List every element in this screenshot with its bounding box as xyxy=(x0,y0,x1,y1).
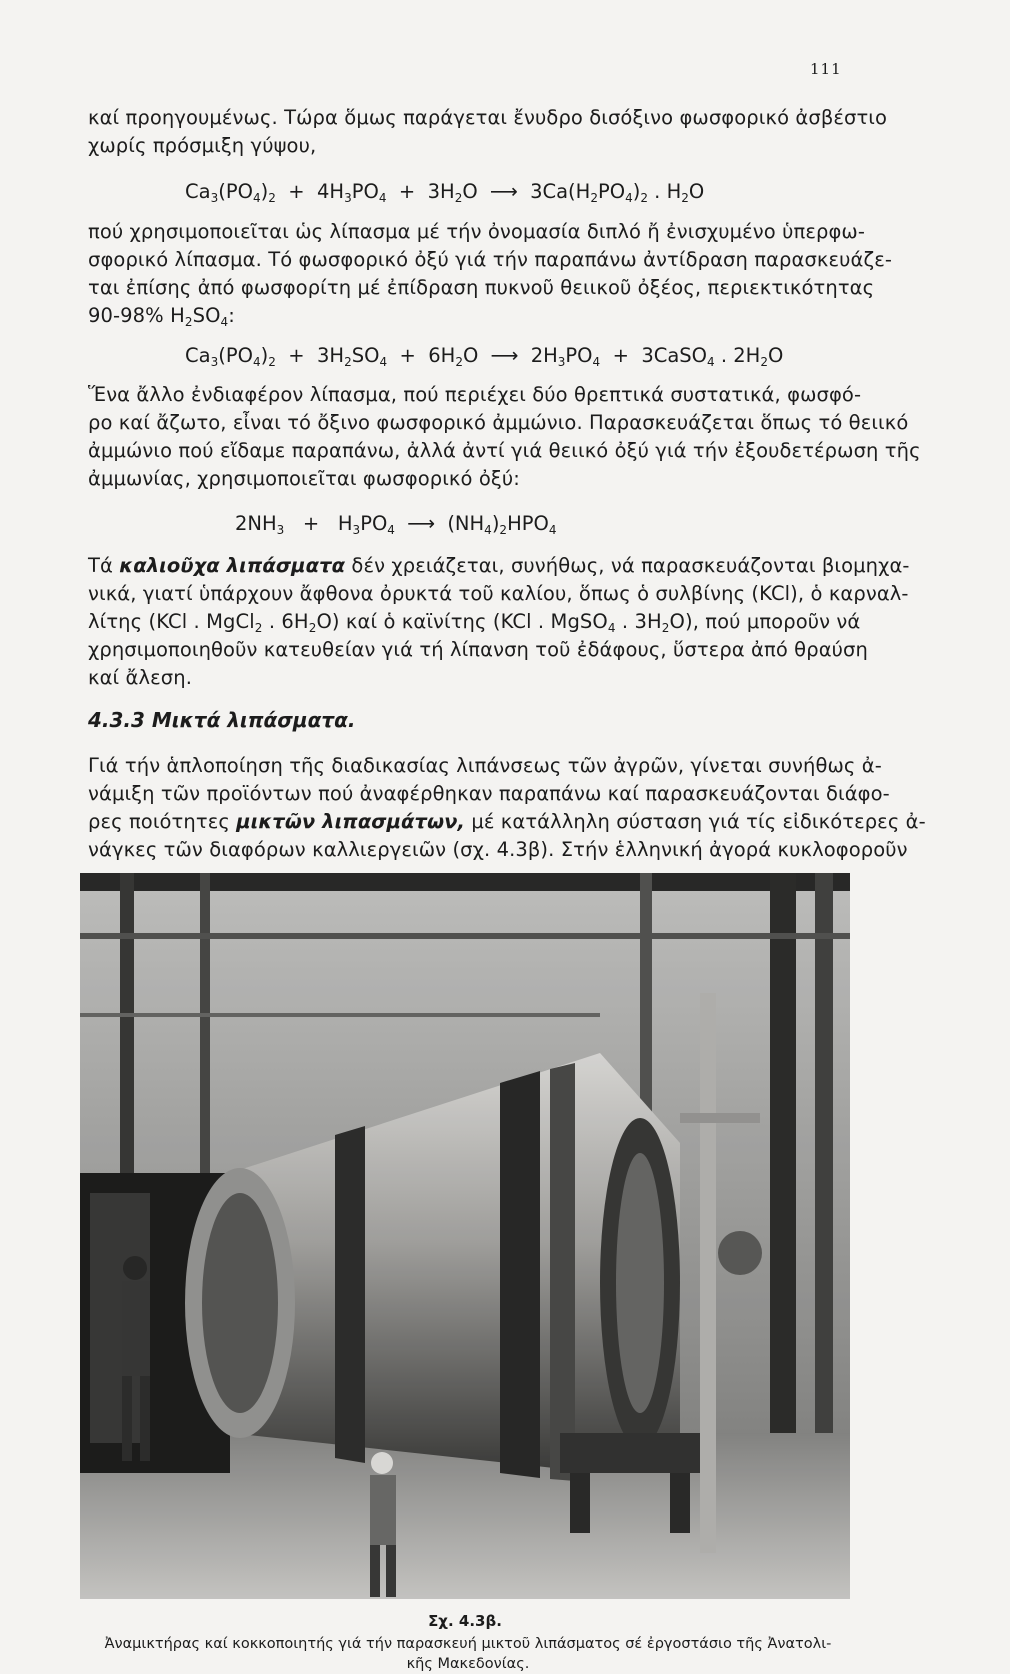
eq-dot: . xyxy=(720,344,728,367)
text-line: νάμιξη τῶν προϊόντων πού ἀναφέρθηκαν παραπάνω καί παρασκευάζονται διάφο- xyxy=(88,782,890,805)
eq-term: PO xyxy=(351,180,379,203)
text-line: ἀμμώνιο πού εἴδαμε παραπάνω, ἀλλά ἀντί γιά θειικό ὀξύ γιά τήν ἐξουδετέρωση τῆς xyxy=(88,439,921,462)
eq-term: O xyxy=(462,344,479,367)
eq-term: 3H xyxy=(316,344,345,367)
section-heading: 4.3.3 Μικτά λιπάσματα. xyxy=(88,708,356,732)
text-line xyxy=(88,552,910,580)
figure-label: Σχ. 4.3β. xyxy=(428,1612,502,1630)
text-line: Γιά τήν ἁπλοποίηση τῆς διαδικασίας λιπάνσεως τῶν ἀγρῶν, γίνεται συνήθως ἀ- xyxy=(88,754,882,777)
eq-term: 6H xyxy=(428,344,456,367)
eq-subscript: 2 xyxy=(681,191,689,205)
text-line xyxy=(88,808,926,836)
text-line: νικά, γιατί ὑπάρχουν ἄφθονα ὀρυκτά τοῦ καλίου, ὅπως ὁ συλβίνης (KCl), ὁ καρναλ- xyxy=(88,582,909,605)
text-line: Ἕνα ἄλλο ἐνδιαφέρον λίπασμα, πού περιέχει δύο θρεπτικά συστατικά, φωσφό- xyxy=(88,383,862,406)
eq-term: (PO xyxy=(218,344,253,367)
eq-term: PO xyxy=(360,512,388,535)
eq-term: 2H xyxy=(530,344,558,367)
eq-plus: + xyxy=(302,512,320,535)
subscript: 2 xyxy=(184,315,193,329)
eq-term: 2H xyxy=(733,344,761,367)
eq-term: SO xyxy=(351,344,380,367)
eq-subscript: 2 xyxy=(454,191,463,205)
text-run: δέν χρειάζεται, συνήθως, νά παρασκευάζονται βιομηχα- xyxy=(345,554,910,577)
eq-term: (PO xyxy=(218,180,253,203)
eq-term: 3H xyxy=(427,180,455,203)
text-line xyxy=(88,302,848,330)
eq-subscript: 4 xyxy=(252,355,261,369)
eq-subscript: 2 xyxy=(268,355,276,369)
paragraph-1 xyxy=(88,104,888,160)
eq-term: PO xyxy=(565,344,593,367)
text-line: ται ἐπίσης ἀπό φωσφορίτη μέ ἐπίδραση πυκνοῦ θειικοῦ ὀξέος, περιεκτικότητας xyxy=(88,276,875,299)
eq-dot: . xyxy=(654,180,661,203)
figure-caption xyxy=(88,1634,848,1674)
eq-term: ) xyxy=(260,180,269,203)
equation-3 xyxy=(235,512,556,535)
eq-subscript: 2 xyxy=(760,355,768,369)
eq-subscript: 2 xyxy=(640,191,648,205)
paragraph-4 xyxy=(88,552,910,692)
eq-term: O xyxy=(688,180,705,203)
eq-subscript: 3 xyxy=(210,355,219,369)
caption-line: κῆς Μακεδονίας. xyxy=(406,1656,530,1672)
eq-term: O xyxy=(462,180,478,203)
emphasis-term: μικτῶν λιπασμάτων, xyxy=(236,810,466,833)
subscript: 2 xyxy=(308,621,317,635)
text-line: ἀμμωνίας, χρησιμοποιεῖται φωσφορικό ὀξύ: xyxy=(88,467,520,490)
eq-subscript: 4 xyxy=(484,523,492,537)
eq-subscript: 2 xyxy=(455,355,463,369)
eq-plus: + xyxy=(612,344,629,367)
eq-term: 3CaSO xyxy=(641,344,708,367)
factory-mixer-photo xyxy=(80,873,850,1599)
eq-plus: + xyxy=(398,180,416,203)
subscript: 2 xyxy=(661,621,670,635)
text-line: ρο καί ἄζωτο, εἶναι τό ὄξινο φωσφορικό ἀμμώνιο. Παρασκευάζεται ὅπως τό θειικό xyxy=(88,411,909,434)
text-run: μέ κατάλληλη σύσταση γιά τίς εἰδικότερες ἀ- xyxy=(465,810,926,833)
text-line xyxy=(88,608,861,636)
eq-subscript: 2 xyxy=(590,191,598,205)
eq-term: H xyxy=(666,180,682,203)
text-run: . 3H xyxy=(615,610,662,633)
eq-subscript: 3 xyxy=(276,523,285,537)
eq-subscript: 3 xyxy=(352,523,361,537)
text-line: χωρίς πρόσμιξη γύψου, xyxy=(88,134,317,157)
text-line: νάγκες τῶν διαφόρων καλλιεργειῶν (σχ. 4.3β). Στήν ἑλληνική ἀγορά κυκλοφοροῦν xyxy=(88,838,908,861)
reaction-arrow-icon: ⟶ xyxy=(489,180,518,203)
subscript: 4 xyxy=(607,621,616,635)
text-run: : xyxy=(228,304,235,327)
eq-term: ) xyxy=(632,180,641,203)
caption-line: Ἀναμικτήρας καί κοκκοποιητής γιά τήν παρασκευή μικτοῦ λιπάσματος σέ ἐργοστάσιο τῆς Ἀνατολι- xyxy=(104,1636,832,1652)
eq-subscript: 4 xyxy=(707,355,715,369)
eq-term: H xyxy=(337,512,353,535)
eq-term: PO xyxy=(597,180,626,203)
reaction-arrow-icon: ⟶ xyxy=(490,344,519,367)
eq-plus: + xyxy=(288,180,305,203)
text-line: πού χρησιμοποιεῖται ὡς λίπασμα μέ τήν ὀνομασία διπλό ἤ ἐνισχυμένο ὑπερφω- xyxy=(88,220,865,243)
text-line: καί προηγουμένως. Τώρα ὅμως παράγεται ἔνυδρο δισόξινο φωσφορικό ἀσβέστιο xyxy=(88,106,888,129)
eq-term: Ca xyxy=(185,180,211,203)
eq-term: HPO xyxy=(507,512,549,535)
paragraph-3 xyxy=(88,381,921,493)
eq-subscript: 4 xyxy=(387,523,395,537)
eq-term: O xyxy=(767,344,784,367)
eq-subscript: 4 xyxy=(378,191,387,205)
eq-subscript: 3 xyxy=(210,191,219,205)
eq-term: 2NH xyxy=(235,512,277,535)
subscript: 4 xyxy=(220,315,229,329)
text-run: 90-98% H xyxy=(88,304,185,327)
eq-term: 3Ca(H xyxy=(530,180,591,203)
eq-subscript: 3 xyxy=(557,355,566,369)
eq-plus: + xyxy=(288,344,305,367)
emphasis-term: καλιοῦχα λιπάσματα xyxy=(119,554,346,577)
eq-subscript: 4 xyxy=(625,191,633,205)
eq-subscript: 2 xyxy=(499,523,508,537)
eq-term: Ca xyxy=(185,344,211,367)
eq-term: ) xyxy=(491,512,500,535)
paragraph-5 xyxy=(88,752,926,864)
text-run: . 6H xyxy=(262,610,309,633)
text-line: χρησιμοποιηθοῦν κατευθείαν γιά τή λίπανση τοῦ ἐδάφους, ὕστερα ἀπό θραύση xyxy=(88,638,868,661)
text-run: ρες ποιότητες xyxy=(88,810,237,833)
page-number: 111 xyxy=(810,60,842,78)
text-run: SO xyxy=(192,304,221,327)
eq-subscript: 4 xyxy=(379,355,388,369)
equation-2 xyxy=(185,344,783,367)
eq-term: ) xyxy=(260,344,269,367)
text-line: καί ἄλεση. xyxy=(88,666,192,689)
text-run: Τά xyxy=(88,554,120,577)
eq-term: (NH xyxy=(447,512,485,535)
eq-subscript: 4 xyxy=(252,191,261,205)
eq-subscript: 2 xyxy=(344,355,352,369)
equation-1 xyxy=(185,180,704,203)
eq-subscript: 2 xyxy=(268,191,276,205)
text-run: λίτης (KCl . MgCl xyxy=(88,610,255,633)
text-line: σφορικό λίπασμα. Τό φωσφορικό ὀξύ γιά τήν παραπάνω ἀντίδραση παρασκευάζε- xyxy=(88,248,892,271)
text-run: O) καί ὁ καϊνίτης (KCl . MgSO xyxy=(316,610,608,633)
text-run: O), πού μποροῦν νά xyxy=(669,610,861,633)
subscript: 2 xyxy=(254,621,263,635)
eq-subscript: 3 xyxy=(344,191,352,205)
eq-term: 4H xyxy=(316,180,345,203)
paragraph-2 xyxy=(88,218,892,330)
eq-plus: + xyxy=(399,344,416,367)
eq-subscript: 4 xyxy=(548,523,557,537)
reaction-arrow-icon: ⟶ xyxy=(407,512,436,535)
eq-subscript: 4 xyxy=(592,355,601,369)
